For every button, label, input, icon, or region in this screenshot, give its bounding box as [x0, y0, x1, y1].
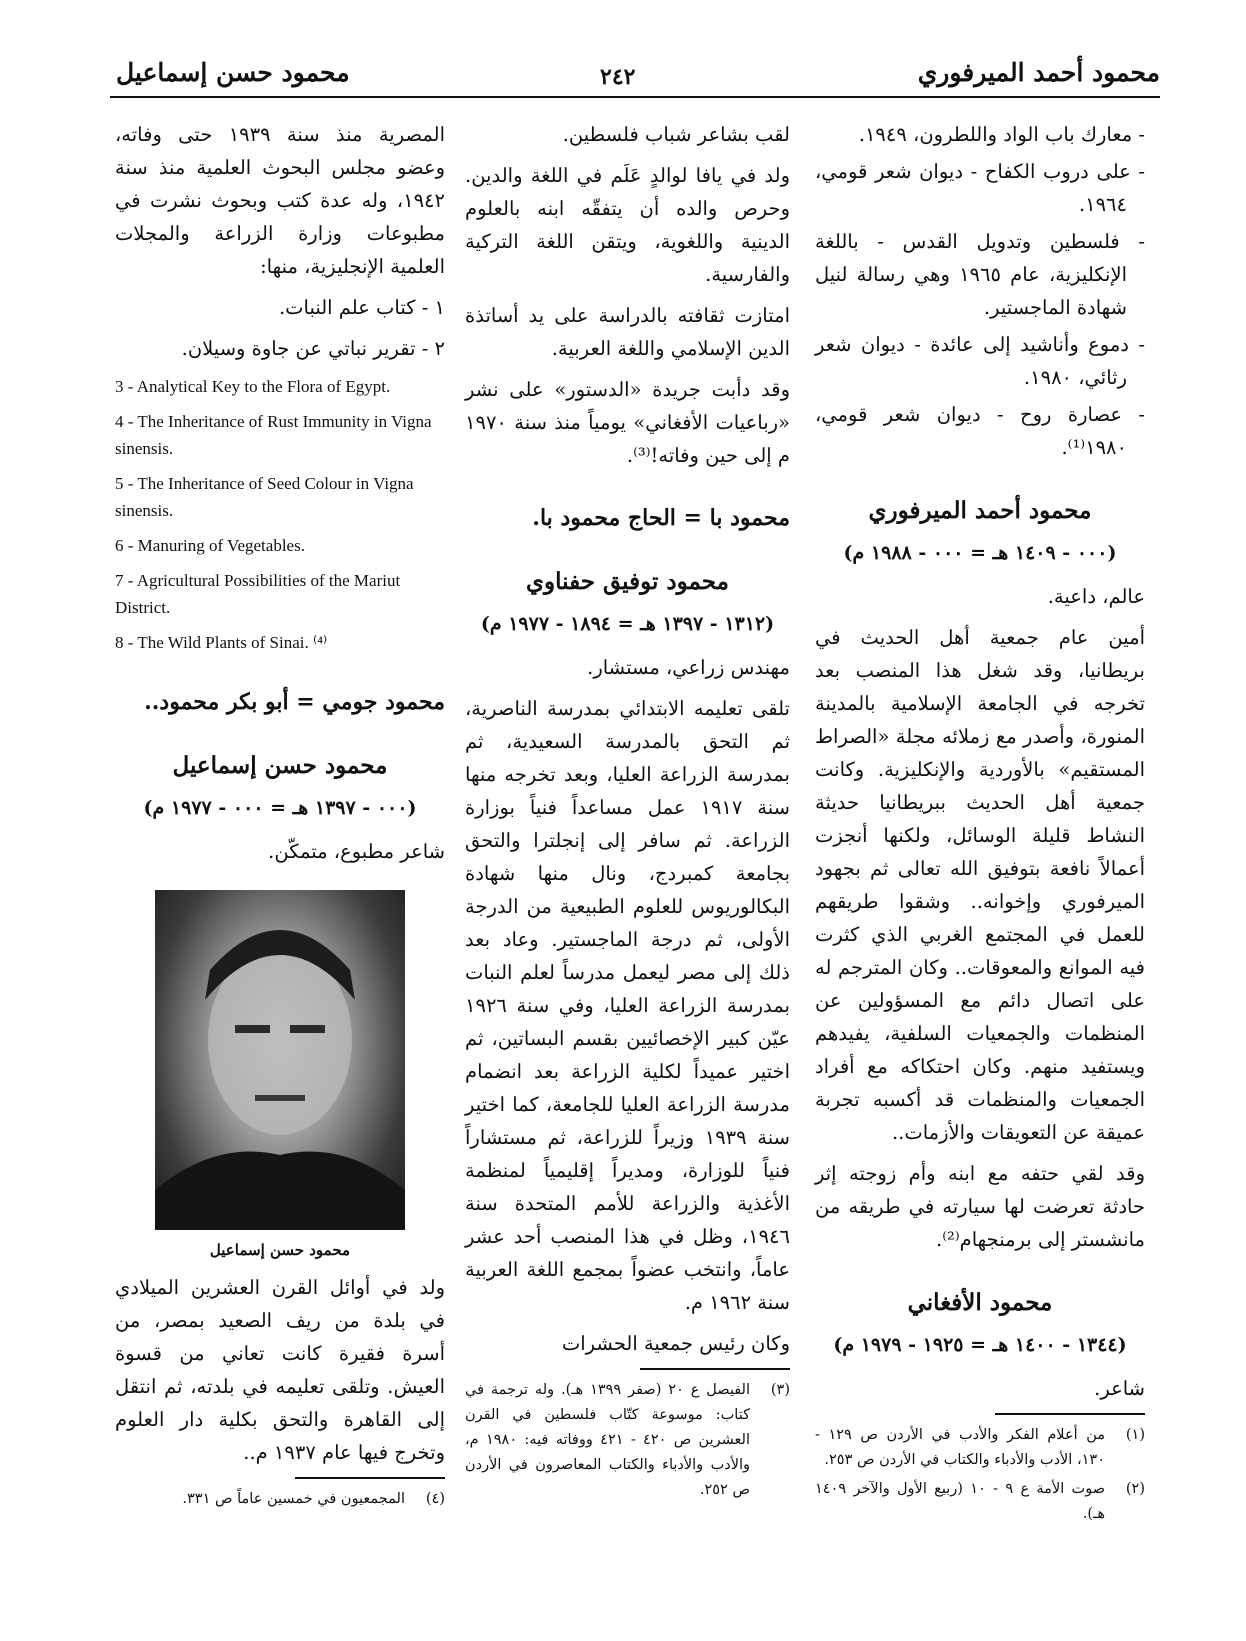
list-item: - دموع وأناشيد إلى عائدة - ديوان شعر رثائي، ١٩٨٠. — [815, 333, 1145, 389]
portrait-figure — [155, 890, 405, 1230]
works-list — [815, 118, 1145, 464]
portrait-photo — [155, 890, 405, 1230]
column-left — [115, 118, 445, 1618]
page-header — [110, 50, 1160, 98]
english-book-item: 5 - The Inheritance of Seed Colour in Vigna sinensis. — [115, 474, 414, 520]
column-right — [815, 118, 1145, 1618]
cross-reference: محمود با = الحاج محمود با. — [532, 505, 790, 531]
english-book-item: 3 - Analytical Key to the Flora of Egypt. — [115, 377, 391, 396]
footnote-rule — [640, 1368, 790, 1370]
book-item: ١ - كتاب علم النبات. — [278, 296, 445, 319]
footnote-text: المجمعيون في خمسين عاماً ص ٣٣١. — [182, 1491, 405, 1507]
running-head-right: محمود أحمد الميرفوري — [917, 58, 1160, 87]
footnote-number: (٣) — [770, 1382, 790, 1398]
footnote-number: (١) — [1125, 1427, 1145, 1443]
body-paragraph: لقب بشاعر شباب فلسطين. — [562, 123, 790, 146]
body-paragraph: وكان رئيس جمعية الحشرات — [561, 1332, 790, 1355]
entry-title-afghani: محمود الأفغاني — [907, 1289, 1053, 1316]
body-paragraph: ولد في يافا لوالدٍ عَلَم في اللغة والدين. وحرص والده أن يتفقّه ابنه بالعلوم الدينية واللغوية، ويتقن اللغة التركية والفارسية. — [465, 164, 790, 286]
entry-title-hafnawi: محمود توفيق حفناوي — [526, 568, 729, 595]
running-head-left: محمود حسن إسماعيل — [116, 58, 350, 87]
english-book-item: 6 - Manuring of Vegetables. — [115, 536, 305, 555]
list-item: - فلسطين وتدويل القدس - باللغة الإنكليزية، عام ١٩٦٥ وهي رسالة لنيل شهادة الماجستير. — [815, 230, 1145, 319]
body-paragraph: تلقى تعليمه الابتدائي بمدرسة الناصرية، ثم التحق بالمدرسة السعيدية، ثم بمدرسة الزراعة العليا، وبعد تخرجه منها سنة ١٩١٧ عمل مساعداً فنياً بوزارة الزراعة. ثم سافر إلى إنجلترا والتحق بجامعة كمبردج، ونال منها شهادة البكالوريوس للعلوم الطبيعية من الدرجة الأولى، ثم درجة الماجستير. وعاد بعد ذلك إلى مصر ليعمل مدرساً لعلم النبات بمدرسة الزراعة العليا، وفي سنة ١٩٢٦ عيّن كبير الإخصائيين بقسم البساتين، ثم اختير عميداً لكلية الزراعة بعد انضمام مدرسة الزراعة العليا للجامعة، كما اختير سنة ١٩٣٩ وزيراً للزراعة، ثم مستشاراً فنياً للوزارة، ومديراً إقليمياً لمنظمة الأغذية والزراعة للأمم المتحدة سنة ١٩٤٦، وظل في هذا المنصب أحد عشر عاماً، وانتخب عضواً بمجمع اللغة العربية سنة ١٩٦٢ م. — [465, 697, 790, 1314]
body-paragraph: وقد دأبت جريدة «الدستور» على نشر «رباعيات الأفغاني» يومياً منذ سنة ١٩٧٠ م إلى حين وفاته!⁽³⁾. — [465, 378, 790, 467]
entry-role: شاعر. — [1094, 1377, 1145, 1400]
footnote-rule — [295, 1477, 445, 1479]
entry-dates: (٠٠٠ - ١٤٠٩ هـ = ٠٠٠ - ١٩٨٨ م) — [843, 542, 1117, 564]
entry-dates: (١٣١٢ - ١٣٩٧ هـ = ١٨٩٤ - ١٩٧٧ م) — [480, 613, 775, 635]
entry-title-ismail: محمود حسن إسماعيل — [172, 752, 388, 779]
list-item: - عصارة روح - ديوان شعر قومي، ١٩٨٠⁽¹⁾. — [815, 403, 1145, 459]
entry-dates: (٠٠٠ - ١٣٩٧ هـ = ٠٠٠ - ١٩٧٧ م) — [143, 797, 417, 819]
footnote-text: من أعلام الفكر والأدب في الأردن ص ١٢٩ - ١٣٠، الأدب والأدباء والكتاب في الأردن ص ٢٥٣. — [815, 1427, 1106, 1468]
footnote — [815, 1477, 1145, 1527]
entry-role: شاعر مطبوع، متمكّن. — [268, 840, 445, 863]
body-paragraph: امتازت ثقافته بالدراسة على يد أساتذة الدين الإسلامي واللغة العربية. — [465, 304, 790, 360]
footnote-rule — [995, 1413, 1145, 1415]
footnote — [115, 1487, 445, 1512]
entry-title-mirfouri: محمود أحمد الميرفوري — [868, 497, 1092, 524]
photo-caption: محمود حسن إسماعيل — [209, 1241, 351, 1259]
list-item: - معارك باب الواد واللطرون، ١٩٤٩. — [858, 123, 1145, 146]
english-book-item: 7 - Agricultural Possibilities of the Mariut District. — [115, 571, 401, 617]
footnote-text: الفيصل ع ٢٠ (صفر ١٣٩٩ هـ). وله ترجمة في كتاب: موسوعة كتّاب فلسطين في القرن العشرين ص ٤٢٠ - ٤٢١ ووفاته فيه: ١٩٨٠ م، والأدب والأدباء والكتاب المعاصرون في الأردن ص ٢٥٢. — [465, 1382, 751, 1498]
book-item: ٢ - تقرير نباتي عن جاوة وسيلان. — [181, 337, 445, 360]
footnote — [815, 1423, 1145, 1473]
footnote — [465, 1378, 790, 1503]
cross-reference: محمود جومي = أبو بكر محمود.. — [144, 689, 445, 715]
footnote-number: (٢) — [1125, 1481, 1145, 1497]
entry-dates: (١٣٤٤ - ١٤٠٠ هـ = ١٩٢٥ - ١٩٧٩ م) — [833, 1334, 1127, 1356]
entry-role: مهندس زراعي، مستشار. — [587, 656, 790, 679]
column-middle — [465, 118, 790, 1618]
footnote-text: صوت الأمة ع ٩ - ١٠ (ربيع الأول والآخر ١٤٠٩ هـ). — [815, 1481, 1106, 1522]
body-paragraph: المصرية منذ سنة ١٩٣٩ حتى وفاته، وعضو مجلس البحوث العلمية منذ سنة ١٩٤٢، وله عدة كتب وبحوث نشرت في مطبوعات وزارة الزراعة والمجلات العلمية الإنجليزية، منها: — [115, 123, 445, 278]
body-paragraph: وقد لقي حتفه مع ابنه وأم زوجته إثر حادثة تعرضت لها سيارته في طريقه من مانشستر إلى برمنجهام⁽²⁾. — [815, 1162, 1145, 1251]
english-book-item: 8 - The Wild Plants of Sinai. ⁽⁴⁾ — [115, 633, 328, 652]
entry-role: عالم، داعية. — [1047, 585, 1145, 608]
footnote-number: (٤) — [425, 1491, 445, 1507]
page-number: ٢٤٢ — [600, 64, 636, 90]
english-book-item: 4 - The Inheritance of Rust Immunity in Vigna sinensis. — [115, 412, 432, 458]
body-paragraph: أمين عام جمعية أهل الحديث في بريطانيا، وقد شغل هذا المنصب بعد تخرجه في الجامعة الإسلامية بالمدينة المنورة، وأصدر مع زملائه مجلة «الصراط المستقيم» بالأوردية والإنكليزية. وكانت جمعية أهل الحديث ببريطانيا حديثة النشاط قليلة الوسائل، ولكنها أنجزت أعمالاً نافعة بتوفيق الله تعالى ثم بجهود الميرفوري وإخوانه.. وشقوا طريقهم للعمل في المجتمع الغربي الذي كثرت فيه الموانع والمعوقات.. وكان المترجم له على اتصال دائم مع المسؤولين عن المنظمات والجمعيات السلفية، يفيدهم ويستفيد منهم. وكان احتكاكه مع أفراد الجمعيات والمنظمات قد أكسبه تجربة عميقة عن التعويقات والأزمات.. — [815, 626, 1145, 1144]
list-item: - على دروب الكفاح - ديوان شعر قومي، ١٩٦٤. — [815, 160, 1145, 216]
body-paragraph: ولد في أوائل القرن العشرين الميلادي في بلدة من ريف الصعيد بمصر، من أسرة فقيرة كانت تعاني من قسوة العيش. وتلقى تعليمه في بلدته، ثم انتقل إلى القاهرة والتحق بكلية دار العلوم وتخرج فيها عام ١٩٣٧ م.. — [115, 1276, 445, 1464]
